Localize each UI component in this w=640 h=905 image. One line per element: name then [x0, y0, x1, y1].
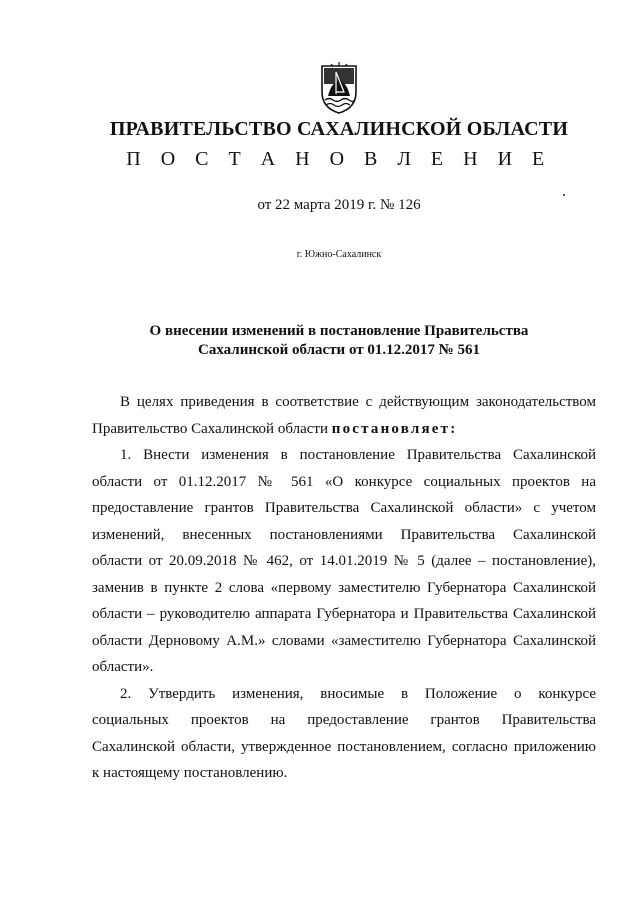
- item2-line: социальных проектов на предоставление грантов Правительства: [92, 712, 596, 728]
- item1-line: области от 20.09.2018 № 462, от 14.01.2019 № 5 (далее – постановление),: [92, 553, 596, 569]
- coat-of-arms-icon: [319, 62, 359, 114]
- item2-line: к настоящему постановлению.: [92, 765, 288, 781]
- item1-line: области Дерновому А.М.» словами «заместителю Губернатора Сахалинской: [92, 632, 596, 649]
- item1-line: области от 01.12.2017 № 561 «О конкурсе социальных проектов на: [92, 473, 596, 490]
- subject-line-2: Сахалинской области от 01.12.2017 № 561: [198, 342, 480, 358]
- scan-speck: [563, 194, 565, 196]
- item1-line: изменений, внесенных постановлениями Правительства Сахалинской: [92, 526, 596, 543]
- item1-line: предоставление грантов Правительства Сахалинской области» с учетом: [92, 500, 596, 516]
- item2-line: 2. Утвердить изменения, вносимые в Положение о конкурсе: [120, 685, 596, 702]
- item1-line: заменив в пункте 2 слова «первому заместителю Губернатора Сахалинской: [92, 579, 596, 596]
- subject-line-1: О внесении изменений в постановление Правительства: [149, 323, 529, 339]
- item1-line: области – руководителю аппарата Губернатора и Правительства Сахалинской: [92, 606, 596, 622]
- preamble-text: Правительство Сахалинской области: [92, 420, 328, 437]
- item2-line: Сахалинской области, утвержденное постановлением, согласно приложению: [92, 738, 596, 755]
- item1-line: 1. Внести изменения в постановление Правительства Сахалинской: [120, 447, 596, 463]
- document-subject: [0, 322, 640, 360]
- document-body: [92, 389, 596, 787]
- document-date-number: от 22 марта 2019 г. № 126: [257, 197, 421, 213]
- organization-title: ПРАВИТЕЛЬСТВО САХАЛИНСКОЙ ОБЛАСТИ: [109, 118, 569, 140]
- preamble-emphasis: постановляет:: [331, 420, 458, 437]
- preamble-line-2: [92, 416, 596, 443]
- preamble-line-1: В целях приведения в соответствие с действующим законодательством: [120, 394, 596, 410]
- item1-line: области».: [92, 659, 154, 675]
- document-type: П О С Т А Н О В Л Е Н И Е: [126, 148, 552, 170]
- document-city: г. Южно-Сахалинск: [296, 249, 382, 260]
